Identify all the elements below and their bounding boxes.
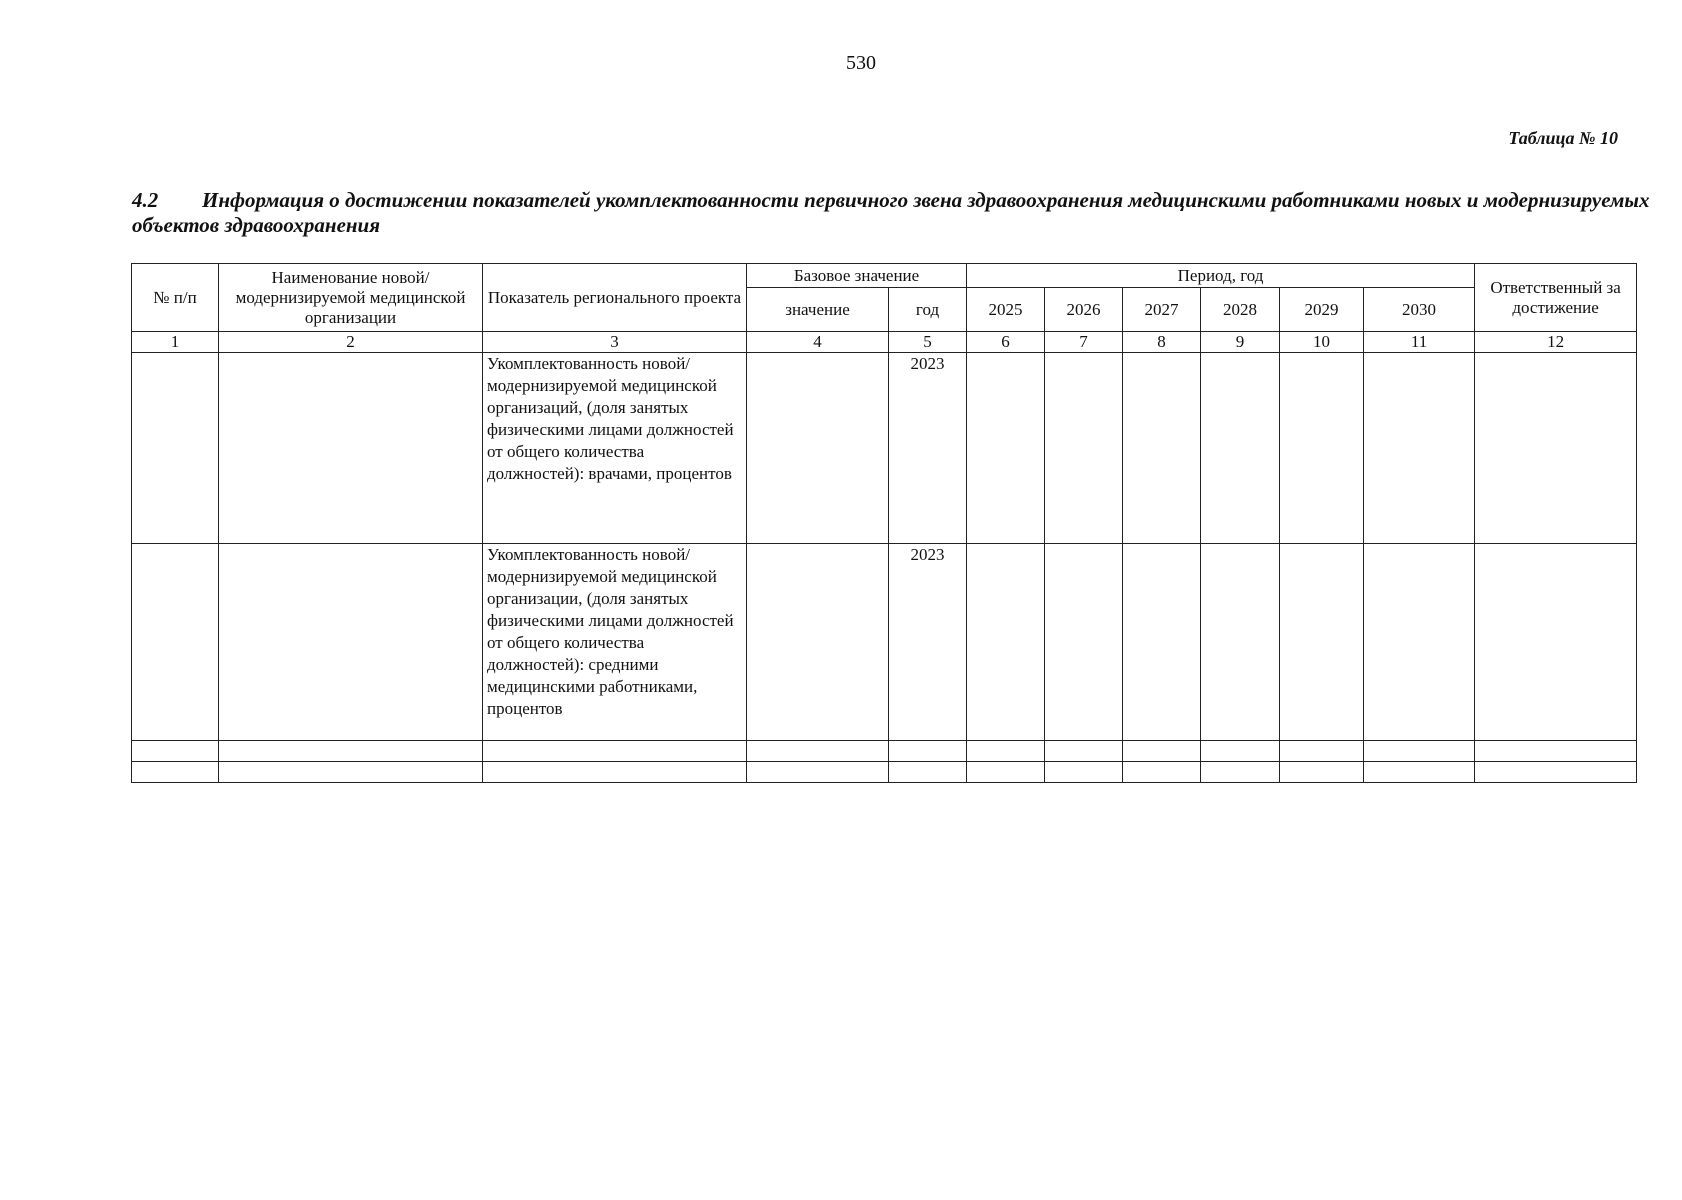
cell-base-year: 2023 xyxy=(889,353,967,544)
header-period: Период, год xyxy=(967,264,1475,288)
cell-year-2028 xyxy=(1201,353,1280,544)
cell-num xyxy=(132,544,219,741)
header-year-2026: 2026 xyxy=(1045,288,1123,332)
table-label: Таблица № 10 xyxy=(1508,128,1618,148)
cell-responsible xyxy=(1475,353,1637,544)
column-number-row xyxy=(132,332,1637,353)
cell-year-2027 xyxy=(1123,353,1201,544)
cell-year-2027 xyxy=(1123,544,1201,741)
table-row xyxy=(132,353,1637,544)
column-number: 8 xyxy=(1123,332,1201,353)
cell-org-name xyxy=(219,544,483,741)
cell-year-2029 xyxy=(1280,544,1364,741)
header-year-2028: 2028 xyxy=(1201,288,1280,332)
section-title: Информация о достижении показателей укомплектованности первичного звена здравоохранения медицинскими работниками новых и модернизируемых объектов здравоохранения xyxy=(132,188,1650,237)
empty-cell xyxy=(1123,741,1201,762)
column-number: 9 xyxy=(1201,332,1280,353)
header-year-2030: 2030 xyxy=(1364,288,1475,332)
indicators-table xyxy=(131,263,1637,783)
header-base-value: значение xyxy=(747,288,889,332)
empty-cell xyxy=(1364,762,1475,783)
column-number: 1 xyxy=(132,332,219,353)
empty-cell xyxy=(967,762,1045,783)
cell-base-value xyxy=(747,544,889,741)
cell-year-2026 xyxy=(1045,544,1123,741)
cell-indicator: Укомплектованность новой/модернизируемой медицинской организации, (доля занятых физическими лицами должностей от общего количества должностей): средними медицинскими работниками, процентов xyxy=(483,544,747,741)
empty-row xyxy=(132,741,1637,762)
empty-row xyxy=(132,762,1637,783)
cell-base-value xyxy=(747,353,889,544)
empty-cell xyxy=(967,741,1045,762)
empty-cell xyxy=(1475,741,1637,762)
column-number: 7 xyxy=(1045,332,1123,353)
empty-cell xyxy=(1201,741,1280,762)
column-number: 5 xyxy=(889,332,967,353)
empty-cell xyxy=(1201,762,1280,783)
cell-year-2025 xyxy=(967,544,1045,741)
cell-year-2030 xyxy=(1364,353,1475,544)
empty-cell xyxy=(747,762,889,783)
empty-cell xyxy=(1280,741,1364,762)
page-number: 530 xyxy=(846,52,876,74)
section-heading xyxy=(132,188,1652,238)
cell-indicator: Укомплектованность новой/модернизируемой медицинской организаций, (доля занятых физическими лицами должностей от общего количества должностей): врачами, процентов xyxy=(483,353,747,544)
empty-cell xyxy=(747,741,889,762)
cell-year-2026 xyxy=(1045,353,1123,544)
header-base-year: год xyxy=(889,288,967,332)
cell-responsible xyxy=(1475,544,1637,741)
column-number: 2 xyxy=(219,332,483,353)
header-year-2029: 2029 xyxy=(1280,288,1364,332)
column-number: 12 xyxy=(1475,332,1637,353)
empty-cell xyxy=(132,762,219,783)
header-year-2025: 2025 xyxy=(967,288,1045,332)
empty-cell xyxy=(1045,741,1123,762)
empty-cell xyxy=(889,762,967,783)
empty-cell xyxy=(1045,762,1123,783)
empty-cell xyxy=(1123,762,1201,783)
empty-cell xyxy=(1475,762,1637,783)
empty-cell xyxy=(219,741,483,762)
column-number: 3 xyxy=(483,332,747,353)
header-indicator: Показатель регионального проекта xyxy=(483,264,747,332)
column-number: 10 xyxy=(1280,332,1364,353)
column-number: 6 xyxy=(967,332,1045,353)
column-number: 11 xyxy=(1364,332,1475,353)
empty-cell xyxy=(889,741,967,762)
empty-cell xyxy=(1280,762,1364,783)
cell-year-2025 xyxy=(967,353,1045,544)
header-year-2027: 2027 xyxy=(1123,288,1201,332)
cell-base-year: 2023 xyxy=(889,544,967,741)
section-number: 4.2 xyxy=(132,188,159,212)
empty-cell xyxy=(483,741,747,762)
cell-year-2029 xyxy=(1280,353,1364,544)
empty-cell xyxy=(132,741,219,762)
empty-cell xyxy=(219,762,483,783)
cell-year-2028 xyxy=(1201,544,1280,741)
header-num: № п/п xyxy=(132,264,219,332)
empty-cell xyxy=(1364,741,1475,762)
cell-org-name xyxy=(219,353,483,544)
empty-cell xyxy=(483,762,747,783)
header-org-name: Наименование новой/модернизируемой медицинской организации xyxy=(219,264,483,332)
cell-num xyxy=(132,353,219,544)
header-base: Базовое значение xyxy=(747,264,967,288)
cell-year-2030 xyxy=(1364,544,1475,741)
header-responsible: Ответственный за достижение xyxy=(1475,264,1637,332)
column-number: 4 xyxy=(747,332,889,353)
table-row xyxy=(132,544,1637,741)
